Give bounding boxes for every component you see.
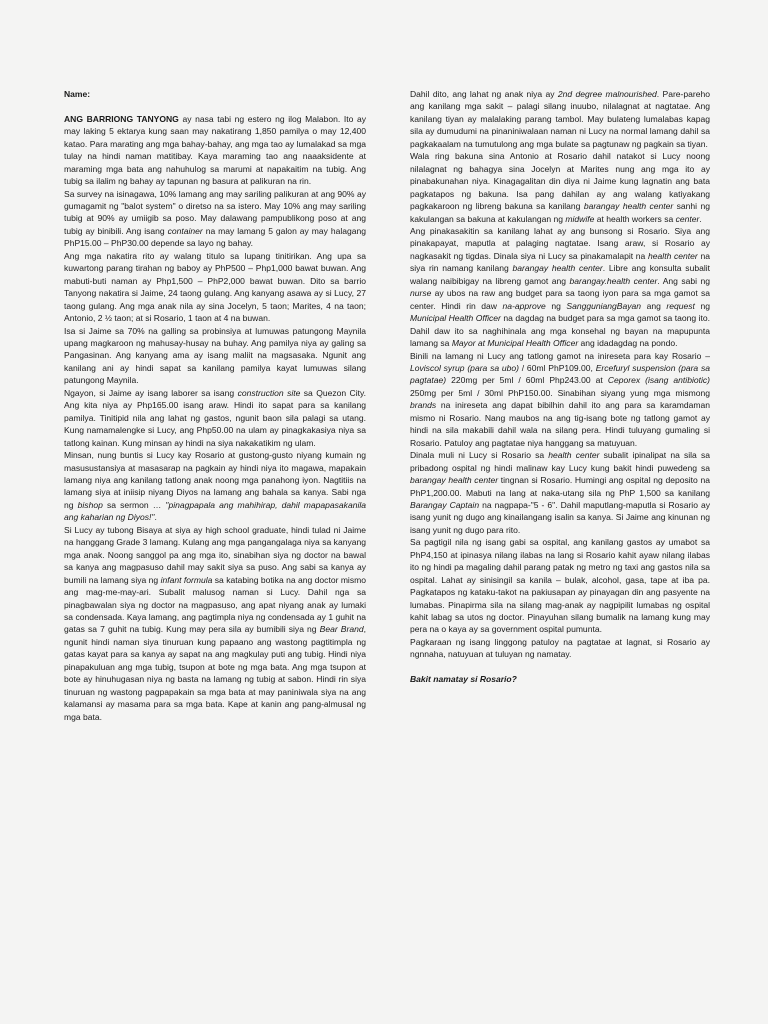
text-run: SangguniangBayan xyxy=(566,300,642,311)
paragraph xyxy=(64,113,366,188)
text-run: Wala ring bakuna sina Antonio at Rosario dahil natakot si Lucy noong nilalagnat ng bahagya sina Jocelyn at Marites nung ang mga ito ay pinabakunahan niya. Kinagagalitan din diya ni Jaime kung lagnatin ang bata pagkatapos ng bakuna. Isa pang dahilan ay ang walang katiyakang pagkakaroon ng libreng bakuna sa kanilang xyxy=(410,151,710,212)
question: Bakit namatay si Rosario? xyxy=(410,674,517,685)
paragraph xyxy=(410,636,710,661)
text-run: . Pare-pareho ang kanilang mga sakit – palagi silang inuubo, nilalagnat at nagtatae. Ang kanilang tiyan ay malalaking parang tambol. May bulateng lumalabas kapag sila ay dumudumi na pinaniniwalaan naman ni Lucy na normal lamang dahil sa pagkakaalam na tumutulong ang mga bulate sa pagtunaw ng pagkain sa tiyan. xyxy=(410,89,711,149)
text-run: sa sermon … xyxy=(102,499,166,510)
text-run: . xyxy=(154,512,157,523)
text-run: barangay health center xyxy=(512,263,603,274)
right-text xyxy=(410,88,710,661)
text-run: at health workers sa xyxy=(594,213,676,224)
text-run: Isa si Jaime sa 70% na galling sa probinsiya at lumuwas patungong Maynila upang magkaroon ng mahusay-husay na buhay. Ang pamilya niya ay galing sa Pangasinan. Ang kanyang ama ay isang maliit na magsasaka. Ngunit ang kanilang ani ay hindi sapat sa kanilang pamilya kayat lumuwas silang patungong Maynila. xyxy=(64,325,366,386)
text-run: . Libre ang konsulta subalit walang naibibigay na libreng gamot ang xyxy=(410,263,711,286)
text-run: ang idadagdag na pondo. xyxy=(578,338,678,349)
text-run: ng xyxy=(545,300,567,311)
text-run: na dagdag na budget para sa mga gamot sa taong ito. Dahil daw ito sa naghihinala ang mga konsehal ng bayan na mapupunta lamang sa xyxy=(410,313,710,349)
story-title: ANG BARRIONG TANYONG xyxy=(64,113,179,124)
text-run: na may lamang 5 galon ay may halagang PhP15.00 – PhP30.00 depende sa layo ng bahay. xyxy=(64,225,366,249)
paragraph xyxy=(64,449,366,524)
text-run: / 60ml PhP109.00, xyxy=(519,362,596,373)
text-run: sa Quezon City. Ang kita niya ay Php165.00 isang araw. Hindi ito sapat para sa kanilang pamilya. Tinitipid nila ang lahat ng gastos, ngunit baon sila palagi sa utang. Kung namamalengke si Lucy, ang Php50.00 na ulam ay pinagkakasiya niya sa tatlong kainan. Kung minsan ay hindi na siya nakakatikim ng ulam. xyxy=(64,387,367,448)
text-run: Ngayon, si Jaime ay isang laborer sa isang xyxy=(64,387,238,398)
text-run: infant formula xyxy=(160,574,213,585)
text-run: na-approve xyxy=(502,300,546,311)
text-run: ang xyxy=(641,300,667,311)
text-run: barangay health center xyxy=(583,201,674,212)
text-run: ay nasa tabi ng estero ng ilog Malabon. Ito ay may laking 5 ektarya kung saan may nakatirang 1,850 pamilya o may 12,400 katao. Para marating ang mga bahay-bahay, ang mga tao ay lumalakad sa mga tulay na hindi naman matitibay. Kaya maraming tao ang naaaksidente at maraming mga bata ang nahuhulog sa marumi at napakaitim na tubig. Ang tubig sa ilalim ng bahay ay tapunan ng basura at palikuran na rin. xyxy=(64,113,366,187)
text-run: sa katabing botika na ang doctor mismo ang mag-me-may-ari. Subalit malusog naman si Lucy. Dahil nga sa pinagbawalan siya ng doctor na magpasuso, ang apat niyang anak ay lumaki sa condensada. Kaya lamang, ang pagtimpla niya ng condensada ay 1 guhit na gatas sa 7 guhit na tubig. Kung may pera sila ay bumibili siya ng xyxy=(64,574,366,635)
paragraph xyxy=(410,536,710,636)
text-run: health center xyxy=(648,250,698,261)
text-run: Bear Brand xyxy=(319,624,364,635)
text-run: center xyxy=(675,213,700,224)
text-run: barangay.health center xyxy=(569,275,658,286)
text-run: sanhi ng kakulangan sa bakuna at kakulangan ng xyxy=(410,201,710,224)
text-run: bishop xyxy=(77,499,103,510)
text-run: na inireseta ang dapat bibilhin dahil ito ang para sa karamdaman mismo ni Rosario. Nang maubos na ang tig-isang bote ng tatlong gamot ay hindi na sila makabili dahil wala na silang pera. Hindi tuluyang gumaling si Rosario. Patuloy ang pagtatae niya hanggang sa matuyuan. xyxy=(410,400,710,448)
text-run: brands xyxy=(410,400,437,411)
text-run: health center xyxy=(548,450,600,461)
paragraph xyxy=(410,449,710,536)
text-run: 250mg per 5ml / 30ml PhP150.00. Sinabihan siyang yung mga mismong xyxy=(410,387,710,398)
text-run: Municipal Health Officer xyxy=(410,313,501,324)
paragraph xyxy=(64,325,366,387)
text-run: ay ubos na raw ang budget para sa taong iyon para sa mga gamot sa center. Hindi rin daw xyxy=(410,288,710,311)
text-run: Binili na lamang ni Lucy ang tatlong gamot na inireseta para kay Rosario – xyxy=(410,350,710,361)
paragraph xyxy=(410,350,710,450)
left-column xyxy=(64,88,366,723)
text-run: Pagkaraan ng isang linggong patuloy na pagtatae at lagnat, si Rosario ay ngnnaha, natuyuan at tuluyan ng namatay. xyxy=(410,636,710,660)
text-run: subalit ipinalipat na sila sa pribadong ospital ng hindi malinaw kay Lucy kung bakit hindi puwedeng sa xyxy=(410,450,710,473)
paragraph xyxy=(410,88,710,150)
right-column xyxy=(410,88,710,686)
text-run: Ceporex (isang antibiotic) xyxy=(607,375,710,386)
paragraph xyxy=(410,150,710,225)
text-run: nurse xyxy=(410,288,432,299)
text-run: midwife xyxy=(565,213,595,224)
text-run: container xyxy=(167,225,203,236)
text-run: , ngunit hindi naman siya tinuruan kung papaano ang wastong pagtitimpla ng gatas kayat para sa kanya ay sapat na ang magkulay puti ang tubig. Hindi niya pinapakuluan ang mga tubig, tsupon at bote ng mga bata. Ang mga tsupon at bote ay hinuhugasan niya ng basta na lamang ng tubig at sabon. Hindi rin siya tinuruan ng wastong pagpapakain sa mga bata at may paniniwala siya na ang kalamansi ay masama para sa mga bata. Kape at kanin ang pang-almusal ng mga bata. xyxy=(64,624,366,722)
text-run: Ang mga nakatira rito ay walang titulo sa lupang tinitirikan. Ang upa sa kuwartong parang tirahan ng baboy ay PhP500 – Php1,000 bawat buwan. Ang mabuti-buti naman ay Php1,500 – PhP2,000 bawat buwan. Dito sa barrio Tanyong nakatira si Jaime, 24 taong gulang. Ang kanyang asawa ay si Lucy, 27 taong gulang. Ang mga anak nila ay sina Jocelyn, 5 taon; Marites, 4 na taon; Antonio, 2 ½ taon; at si Rosario, 1 taon at 4 na buwan. xyxy=(64,250,366,324)
text-run: 220mg per 5ml / 60ml Php243.00 at xyxy=(446,375,608,386)
text-run: tingnan si Rosario. Humingi ang ospital ng deposito na PhP1,200.00. Mabuti na lang at naka-utang sila ng PhP 1,500 sa kanilang xyxy=(410,475,710,498)
text-run: "pinagpapala ang mahihirap, dahil mapapasakanila ang kaharian ng Diyos!" xyxy=(64,499,367,523)
left-text xyxy=(64,113,366,723)
text-run: Ercefuryl suspension (para sa pagtatae) xyxy=(410,362,710,386)
text-run: Mayor at Municipal Health Officer xyxy=(451,338,579,349)
text-run: Si Lucy ay tubong Bisaya at siya ay high school graduate, hindi tulad ni Jaime na hanggang Grade 3 lamang. Kulang ang mga pangangalaga niya sa kanyang mga anak. Noong sanggol pa ang mga ito, sinabihan siya ng doctor na bawal sa kanya ang magpasuso dahil may sakit siya sa puso. Ang sabi sa kanya ay bumili na lamang siya ng xyxy=(64,524,366,585)
paragraph xyxy=(64,387,366,449)
paragraph xyxy=(64,250,366,325)
text-run: Dahil dito, ang lahat ng anak niya ay xyxy=(410,89,558,99)
paragraph xyxy=(64,188,366,250)
text-run: na nagpapa-"5 - 6". Dahil maputlang-maputla si Rosario ay isang yunit ng dugo ang kinailangang isalin sa kanya. Si Jaime ang kinunan ng isang yunit ng dugo para rito. xyxy=(410,499,711,535)
text-run: construction site xyxy=(237,387,301,398)
name-label: Name: xyxy=(64,89,91,99)
text-run: Ang pinakasakitin sa kanilang lahat ay ang bunsong si Rosario. Siya ang pinakapayat, maputla at palaging nagtatae. Isang araw, si Rosario ay nagkasakit ng tigdas. Dinala siya ni Lucy sa pinakamalapit na xyxy=(410,225,710,261)
text-run: request xyxy=(666,300,695,311)
text-run: Loviscol syrup (para sa ubo) xyxy=(410,362,519,373)
paragraph xyxy=(64,524,366,723)
text-run: Barangay Captain xyxy=(410,499,480,510)
text-run: . Ang sabi ng xyxy=(657,275,710,286)
text-run: . xyxy=(699,213,702,224)
text-run: 2nd degree malnourished xyxy=(557,89,657,99)
text-run: na siya rin namang kanilang xyxy=(410,250,710,274)
text-run: barangay health center xyxy=(410,475,499,486)
text-run: Minsan, nung buntis si Lucy kay Rosario at gustong-gusto niyang kumain ng masusustansiya at masasarap na pagkain ay hindi niya ito magawa, mapakain lamang niya ang kanilang tatlong anak noong mga panahong iyon. Nagtitiis na lamang siya at iniisip niyang Diyos na lamang ang bahala sa kanya. Sabi nga ng xyxy=(64,450,366,510)
text-run: Sa pagtigil nila ng isang gabi sa ospital, ang kanilang gastos ay umabot sa PhP4,150 at ipinasya nilang ilabas na lang si Rosario kahit ayaw nilang ilabas ito ng hindi pa magaling dahil parang patak ng metro ng taxi ang gastos nila sa ospital. Lahat ay sinisingil sa kanila – bulak, alcohol, gasa, tape at iba pa. Pagkatapos ng kataku-takot na pakiusapan ay pinayagan din ang pasyente na lumabas. Pinapirma sila na silang mag-anak ay nagpipilit lumabas ng ospital kahit labag sa utos ng doctor. Pinayuhan silang bumalik na lamang kung may pera na o kaya ay sa government ospital pumunta. xyxy=(410,537,710,635)
text-run: Sa survey na isinagawa, 10% lamang ang may sariling palikuran at ang 90% ay gumagamit ng "balot system" o diretso na sa istero. May 10% ang may sariling tubig at 90% ay umiigib sa poso. May dalawang pampublikong poso at ang tubig ay binibili. Ang isang xyxy=(64,188,366,236)
text-run: Dinala muli ni Lucy si Rosario sa xyxy=(410,450,549,461)
paragraph xyxy=(410,225,710,350)
text-run: ng xyxy=(694,300,710,311)
